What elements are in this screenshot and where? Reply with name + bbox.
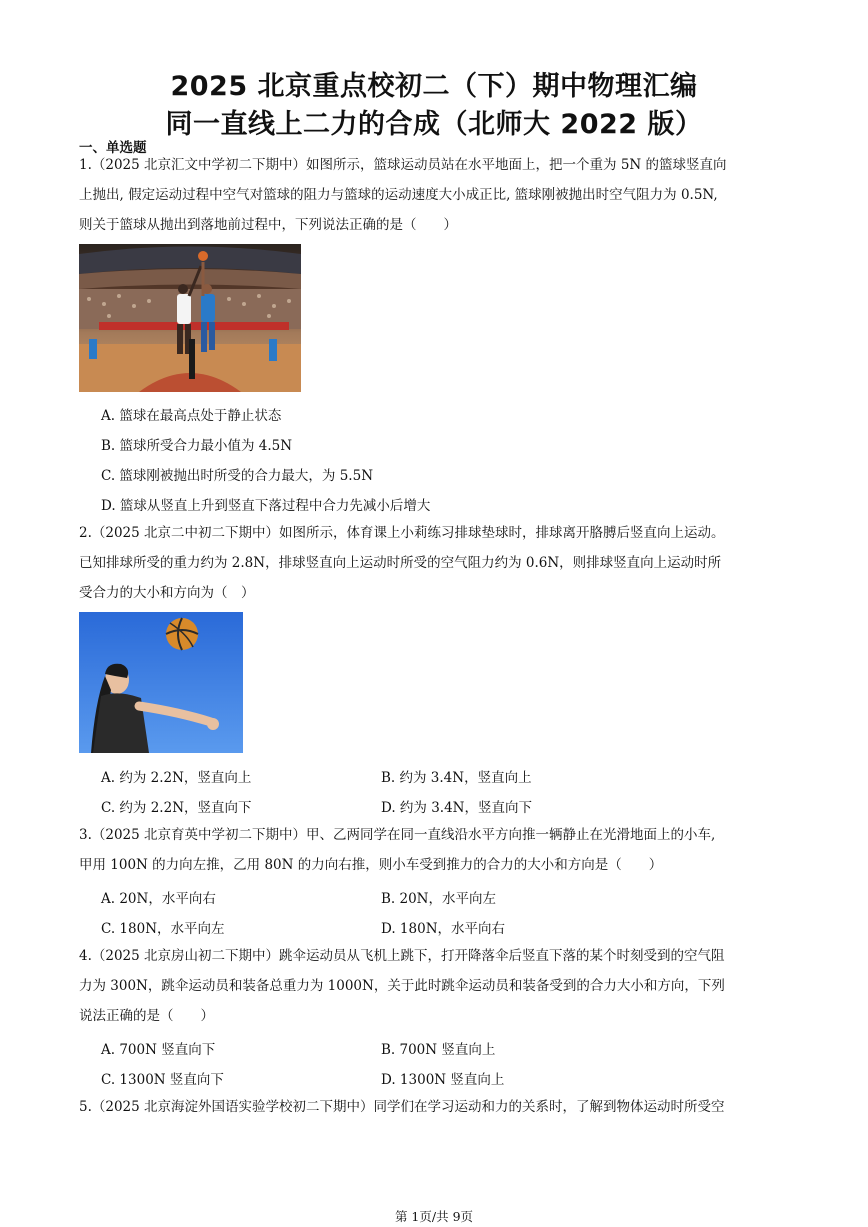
question-3-line-2: 甲用 100N 的力向左推，乙用 80N 的力向右推，则小车受到推力的合力的大小和方向是（ ）	[79, 857, 663, 873]
question-3-option-c: C. 180N，水平向左	[101, 921, 225, 937]
question-4-line-2: 力为 300N，跳伞运动员和装备总重力为 1000N，关于此时跳伞运动员和装备受到的合力大小和方向，下列	[79, 978, 725, 994]
question-4-option-d: D. 1300N 竖直向上	[381, 1072, 505, 1088]
question-3-option-d: D. 180N，水平向右	[381, 921, 506, 937]
question-1-line-3: 则关于篮球从抛出到落地前过程中，下列说法正确的是（ ）	[79, 217, 457, 233]
question-2-line-2: 已知排球所受的重力约为 2.8N，排球竖直向上运动时所受的空气阻力约为 0.6N，则排球竖直向上运动时所	[79, 555, 722, 571]
question-4-option-c: C. 1300N 竖直向下	[101, 1072, 224, 1088]
section-heading: 一、单选题	[79, 140, 147, 156]
question-5-line-1: 5.（2025 北京海淀外国语实验学校初二下期中）同学们在学习运动和力的关系时，了解到物体运动时所受空	[79, 1099, 725, 1115]
question-4-line-3: 说法正确的是（ ）	[79, 1008, 214, 1024]
question-1-line-2: 上抛出, 假定运动过程中空气对篮球的阻力与篮球的运动速度大小成正比, 篮球刚被抛出时空气阻力为 0.5N,	[79, 187, 718, 203]
page-title: 2025 北京重点校初二（下）期中物理汇编	[170, 71, 698, 102]
question-1-option-b: B. 篮球所受合力最小值为 4.5N	[101, 438, 293, 454]
basketball-photo	[79, 244, 301, 392]
question-1-option-a: A. 篮球在最高点处于静止状态	[101, 408, 282, 424]
question-1-line-1: 1.（2025 北京汇文中学初二下期中）如图所示，篮球运动员站在水平地面上，把一个重为 5N 的篮球竖直向	[79, 157, 727, 173]
question-4-option-b: B. 700N 竖直向上	[381, 1042, 496, 1058]
question-3-option-b: B. 20N，水平向左	[381, 891, 496, 907]
question-4-line-1: 4.（2025 北京房山初二下期中）跳伞运动员从飞机上跳下，打开降落伞后竖直下落的某个时刻受到的空气阻	[79, 948, 725, 964]
question-3-line-1: 3.（2025 北京育英中学初二下期中）甲、乙两同学在同一直线沿水平方向推一辆静止在光滑地面上的小车,	[79, 827, 716, 843]
question-1-option-d: D. 篮球从竖直上升到竖直下落过程中合力先减小后增大	[101, 498, 431, 514]
question-2-option-b: B. 约为 3.4N，竖直向上	[381, 770, 532, 786]
question-2-option-c: C. 约为 2.2N，竖直向下	[101, 800, 252, 816]
volleyball-photo	[79, 612, 243, 753]
page-subtitle: 同一直线上二力的合成（北师大 2022 版）	[165, 109, 703, 140]
question-4-option-a: A. 700N 竖直向下	[101, 1042, 216, 1058]
question-2-option-d: D. 约为 3.4N，竖直向下	[381, 800, 532, 816]
question-2-option-a: A. 约为 2.2N，竖直向上	[101, 770, 252, 786]
question-2-line-3: 受合力的大小和方向为（ ）	[79, 585, 255, 601]
page-number: 第 1页/共 9页	[394, 1209, 474, 1224]
question-2-line-1: 2.（2025 北京二中初二下期中）如图所示，体育课上小莉练习排球垫球时，排球离开胳膊后竖直向上运动。	[79, 525, 725, 541]
question-1-option-c: C. 篮球刚被抛出时所受的合力最大，为 5.5N	[101, 468, 374, 484]
question-3-option-a: A. 20N，水平向右	[101, 891, 216, 907]
